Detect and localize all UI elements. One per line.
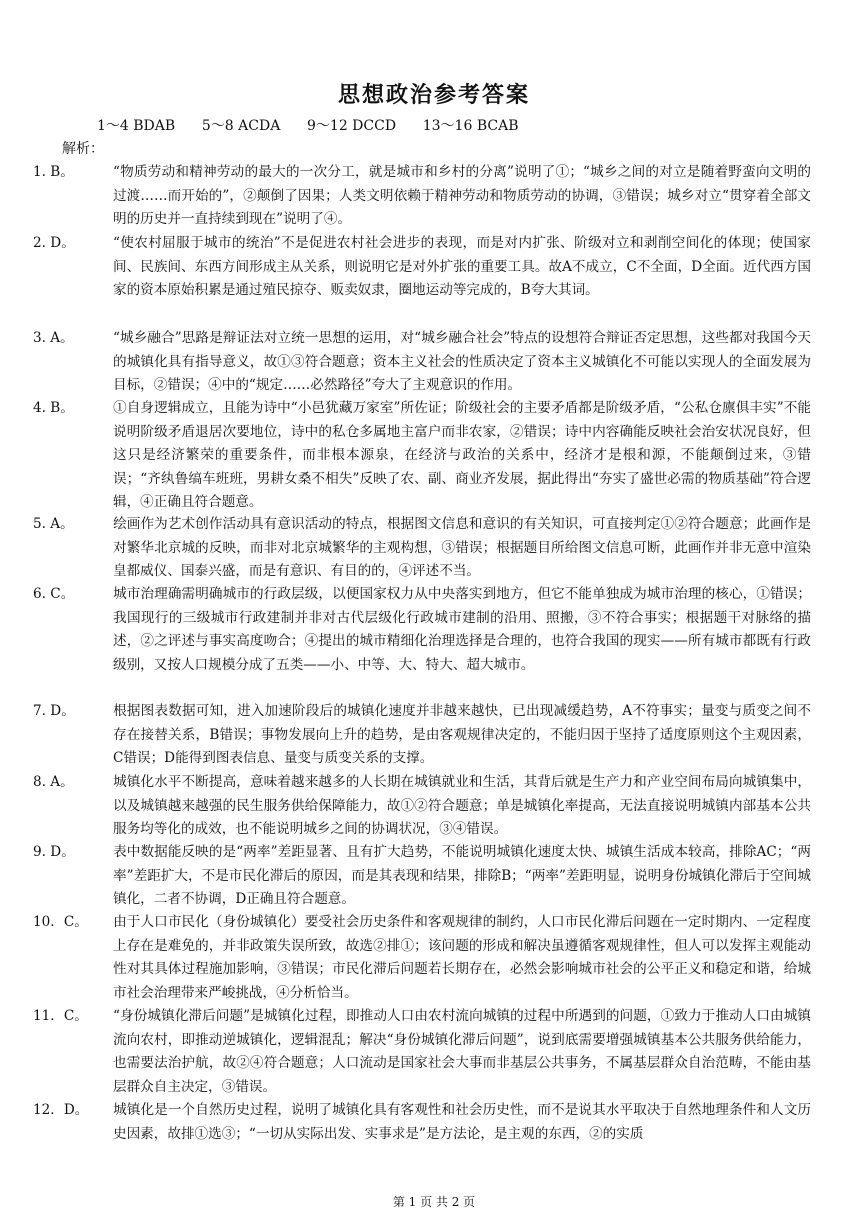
- analysis-item-3: [33, 327, 811, 398]
- answer-key-line: 1～4 BDAB 5～8 ACDA 9～12 DCCD 13～16 BCAB: [97, 118, 519, 134]
- item-text: “物质劳动和精神劳动的最大的一次分工，就是城市和乡村的分离”说明了①；“城乡之间的对立是随着野蛮向文明的过渡……而开始的”，②颠倒了因果；人类文明依赖于精神劳动和物质劳动的协调，③错误；城乡对立“贯穿着全部文明的历史并一直持续到现在”说明了④。: [113, 164, 811, 228]
- item-label: 1. B。: [33, 164, 74, 180]
- item-label: 9. D。: [33, 844, 75, 860]
- item-text: 由于人口市民化（身份城镇化）要受社会历史条件和客观规律的制约，人口市民化滞后问题在一定时期内、一定程度上存在是难免的，并非政策失误所致，故选②排①；该问题的形成和解决虽遵循客观规律性，但人可以发挥主观能动性对其具体过程施加影响，③错误；市民化滞后问题若长期存在，必然会影响城市社会的公平正义和稳定和谐，给城市社会治理带来严峻挑战，④分析恰当。: [113, 914, 811, 1001]
- item-text: 城镇化水平不断提高，意味着越来越多的人长期在城镇就业和生活，其背后就是生产力和产业空间布局向城镇集中，以及城镇越来越强的民生服务供给保障能力，故①②符合题意；单是城镇化率提高，无法直接说明城镇内部基本公共服务均等化的成效，也不能说明城乡之间的协调状况，③④错误。: [113, 774, 811, 838]
- analysis-item-1: [33, 161, 811, 232]
- item-text: “身份城镇化滞后问题”是城镇化过程，即推动人口由农村流向城镇的过程中所遇到的问题，①致力于推动人口由城镇流向农村，即推动逆城镇化，逻辑混乱；解决“身份城镇化滞后问题”，说到底需要增强城镇基本公共服务供给能力，也需要法治护航，故②④符合题意；人口流动是国家社会大事而非基层公共事务，不属基层群众自治范畴，不能由基层群众自主决定，③错误。: [113, 1008, 811, 1095]
- analysis-label: 解析：: [62, 141, 104, 157]
- item-label: 10．C。: [33, 914, 88, 930]
- item-text: 绘画作为艺术创作活动具有意识活动的特点，根据图文信息和意识的有关知识，可直接判定①②符合题意；此画作是对繁华北京城的反映，而非对北京城繁华的主观构想，③错误；根据题目所给图文信息可断，此画作并非无意中渲染皇都威仪、国泰兴盛，而是有意识、有目的的，④评述不当。: [113, 516, 811, 580]
- item-text: 表中数据能反映的是“两率”差距显著、且有扩大趋势，不能说明城镇化速度太快、城镇生活成本较高，排除AC；“两率”差距扩大，不是市民化滞后的原因，而是其表现和结果，排除B；“两率”差距明显，说明身份城镇化滞后于空间城镇化，二者不协调，D正确且符合题意。: [113, 844, 811, 908]
- analysis-item-7: [33, 700, 811, 771]
- item-label: 11．C。: [33, 1008, 88, 1024]
- analysis-item-5: [33, 513, 811, 584]
- analysis-item-8: [33, 771, 811, 842]
- item-label: 6. C。: [33, 586, 75, 602]
- page-title: 思想政治参考答案: [337, 82, 530, 108]
- item-text: 城镇化是一个自然历史过程，说明了城镇化具有客观性和社会历史性，而不是说其水平取决于自然地理条件和人文历史因素，故排①选③；“一切从实际出发、实事求是”是方法论，是主观的东西，②的实质: [113, 1102, 811, 1142]
- analysis-item-2: [33, 232, 811, 303]
- item-label: 2. D。: [33, 235, 75, 251]
- item-text: 城市治理确需明确城市的行政层级，以便国家权力从中央落实到地方，但它不能单独成为城市治理的核心，①错误；我国现行的三级城市行政建制并非对古代层级化行政城市建制的沿用、照搬，③不符合事实；根据题干对脉络的描述，②之评述与事实高度吻合；④提出的城市精细化治理选择是合理的，也符合我国的现实——所有城市都既有行政级别，又按人口规模分成了五类——小、中等、大、特大、超大城市。: [113, 586, 811, 673]
- item-label: 3. A。: [33, 330, 74, 346]
- item-label: 8. A。: [33, 774, 74, 790]
- analysis-item-4: [33, 397, 811, 515]
- analysis-item-6: [33, 583, 811, 677]
- analysis-item-9: [33, 841, 811, 912]
- analysis-item-10: [33, 911, 811, 1005]
- item-label: 4. B。: [33, 400, 74, 416]
- item-label: 5. A。: [33, 516, 74, 532]
- page-footer: 第 1 页 共 2 页: [392, 1195, 476, 1209]
- analysis-item-11: [33, 1005, 811, 1099]
- item-text: 根据图表数据可知，进入加速阶段后的城镇化速度并非越来越快，已出现减缓趋势，A不符事实；量变与质变之间不存在接替关系，B错误；事物发展向上升的趋势，是由客观规律决定的，不能归因于坚持了适度原则这个主观因素，C错误；D能得到图表信息、量变与质变关系的支撑。: [113, 703, 811, 767]
- analysis-item-12: [33, 1099, 811, 1146]
- item-text: “使农村屈服于城市的统治”不是促进农村社会进步的表现，而是对内扩张、阶级对立和剥削空间化的体现；使国家间、民族间、东西方间形成主从关系，则说明它是对外扩张的重要工具。故A不成立，C不全面，D全面。近代西方国家的资本原始积累是通过殖民掠夺、贩卖奴隶，圈地运动等完成的，B夸大其词。: [113, 235, 811, 299]
- item-label: 12．D。: [33, 1102, 89, 1118]
- item-text: “城乡融合”思路是辩证法对立统一思想的运用，对“城乡融合社会”特点的设想符合辩证否定思想，这些都对我国今天的城镇化具有指导意义，故①③符合题意；资本主义社会的性质决定了资本主义城镇化不可能以实现人的全面发展为目标，②错误；④中的“规定……必然路径”夸大了主观意识的作用。: [113, 330, 811, 394]
- item-label: 7. D。: [33, 703, 75, 719]
- item-text: ①自身逻辑成立，且能为诗中“小邑犹藏万家室”所佐证；阶级社会的主要矛盾都是阶级矛盾，“公私仓廪俱丰实”不能说明阶级矛盾退居次要地位，诗中的私仓多属地主富户而非农家，②错误；诗中内容确能反映社会治安状况良好，但这只是经济繁荣的重要条件，而非根本源泉，在经济与政治的关系中，经济才是根和源，不能颠倒过来，③错误；“齐纨鲁缟车班班，男耕女桑不相失”反映了农、副、商业齐发展，据此得出“夯实了盛世必需的物质基础”符合逻辑，④正确且符合题意。: [113, 400, 811, 511]
